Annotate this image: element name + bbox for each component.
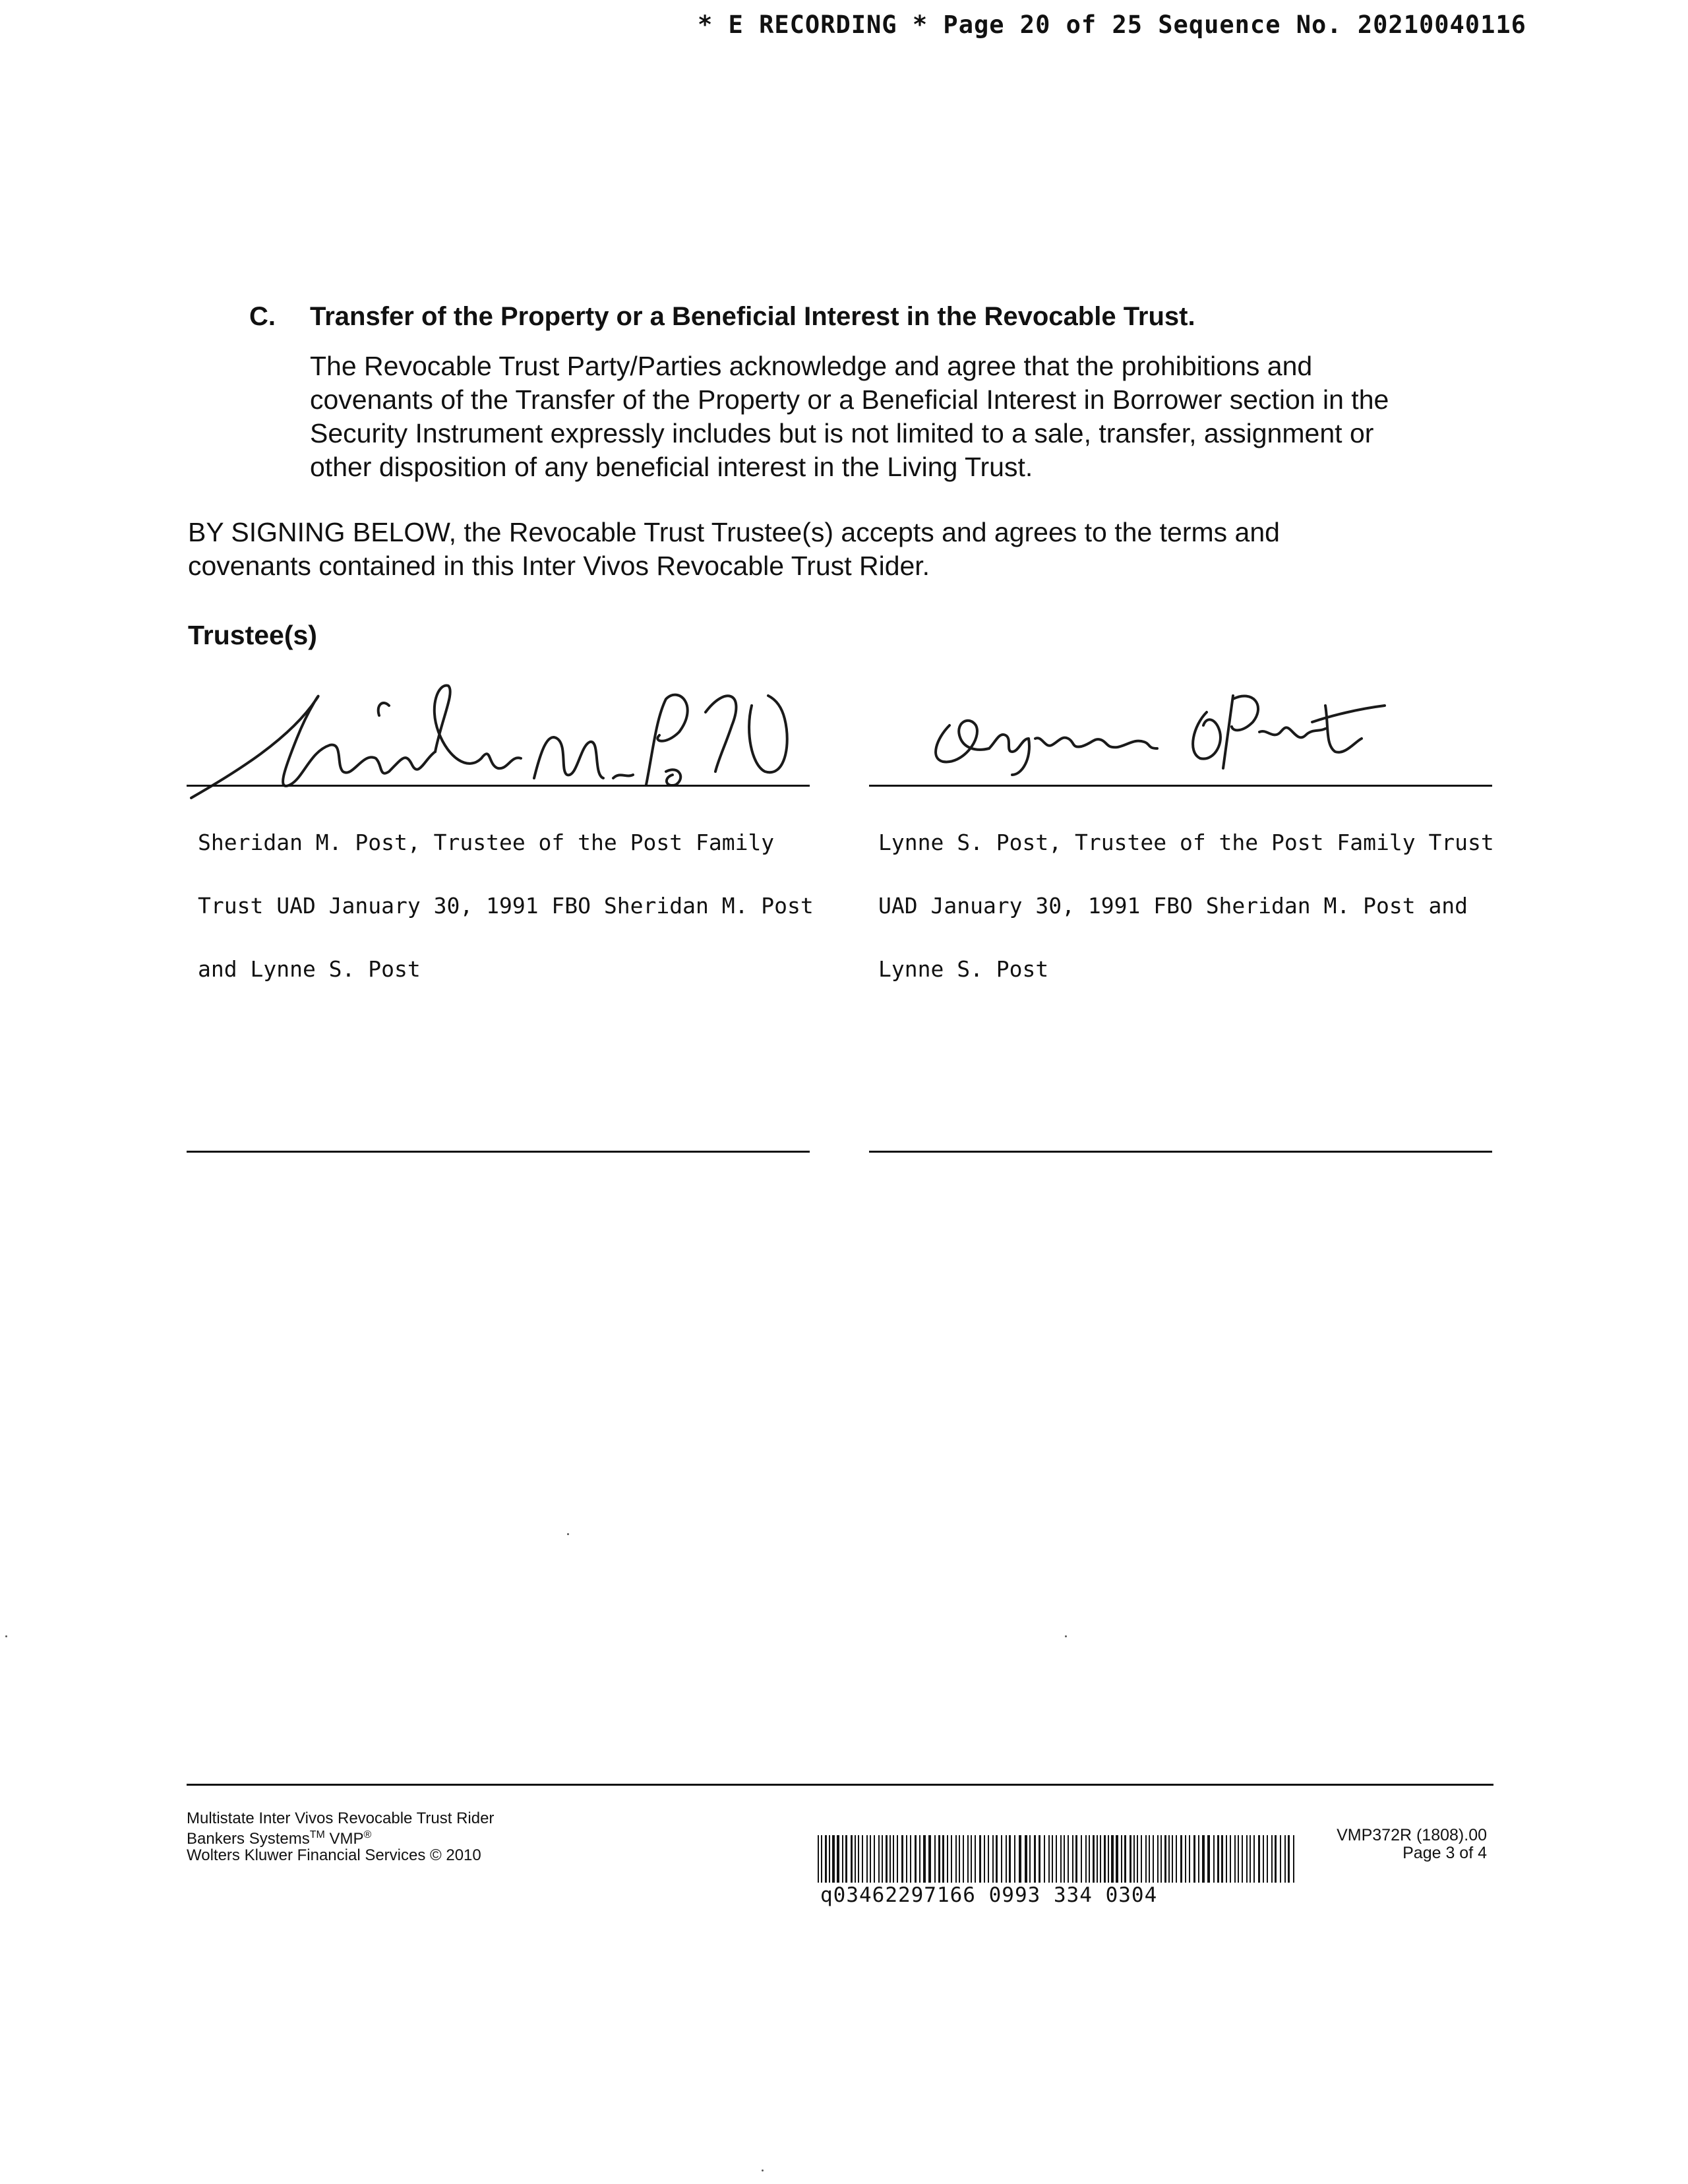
barcode-bar [1068,1835,1069,1883]
barcode-bar [832,1835,835,1883]
barcode-bar [919,1835,920,1883]
acceptance-line: covenants contained in this Inter Vivos Revocable Trust Rider. [188,551,930,581]
registered-mark: ® [363,1829,372,1840]
barcode-bar [1108,1835,1109,1883]
barcode-bar [886,1835,888,1883]
page-label: Page 3 of 4 [1402,1844,1487,1862]
trademark-mark: TM [309,1829,325,1840]
barcode-bar [1100,1835,1101,1883]
barcode-bar [1160,1835,1162,1883]
barcode-bar [1153,1835,1154,1883]
footer-form-info [187,1810,494,1864]
barcode-bar [901,1835,903,1883]
barcode-bar [959,1835,960,1883]
barcode-bar [942,1835,944,1883]
barcode [818,1835,1299,1883]
barcode-bar [1271,1835,1273,1883]
barcode-bar [947,1835,948,1883]
barcode-bar [1025,1835,1027,1883]
barcode-bar [862,1835,863,1883]
footer-publisher [187,1827,494,1847]
signer-caption [198,790,814,1001]
caption-line: Sheridan M. Post, Trustee of the Post Family [198,830,775,855]
barcode-bar [851,1835,853,1883]
barcode-bar [934,1835,936,1883]
barcode-bar [1238,1835,1239,1883]
barcode-bar [1034,1835,1036,1883]
barcode-bar [1133,1835,1135,1883]
section-title: Transfer of the Property or a Beneficial Interest in the Revocable Trust. [310,302,1195,331]
barcode-bar [1253,1835,1255,1883]
signature-lynne-post [923,686,1424,778]
barcode-bar [1213,1835,1215,1883]
caption-line: UAD January 30, 1991 FBO Sheridan M. Post and [878,893,1468,919]
barcode-bar [825,1835,827,1883]
caption-line: Lynne S. Post [878,956,1049,982]
barcode-bar [1164,1835,1166,1883]
barcode-bar [1185,1835,1186,1883]
barcode-bar [1258,1835,1260,1883]
footer-form-code [1286,1827,1487,1862]
barcode-bar [893,1835,894,1883]
barcode-bar [1104,1835,1106,1883]
signature-line [187,785,810,787]
barcode-bar [889,1835,891,1883]
barcode-bar [996,1835,998,1883]
barcode-bar [1081,1835,1082,1883]
barcode-bar [1145,1835,1147,1883]
barcode-bar [1089,1835,1090,1883]
publisher-name: Bankers Systems [187,1830,310,1848]
barcode-bar [866,1835,868,1883]
barcode-bar [1048,1835,1050,1883]
barcode-bar [858,1835,859,1883]
barcode-bar [1226,1835,1227,1883]
section-body-line: Security Instrument expressly includes but is not limited to a sale, transfer, assignment or [310,418,1374,448]
caption-line: Trust UAD January 30, 1991 FBO Sheridan M. Post [198,893,814,919]
publisher-vmp: VMP [329,1830,364,1848]
barcode-bar [1180,1835,1182,1883]
barcode-bar [1207,1835,1210,1883]
barcode-bar [1014,1835,1015,1883]
footer-form-title: Multistate Inter Vivos Revocable Trust Rider [187,1809,495,1827]
barcode-bar [1267,1835,1268,1883]
barcode-bar [955,1835,957,1883]
barcode-bar [1141,1835,1142,1883]
section-letter: C. [249,302,276,331]
barcode-bar [842,1835,843,1883]
barcode-bar [928,1835,931,1883]
blank-signature-line [187,1151,810,1153]
recording-header: * E RECORDING * Page 20 of 25 Sequence No. 20210040116 [698,11,1526,39]
barcode-bar [1097,1835,1098,1883]
barcode-bar [1230,1835,1231,1883]
acceptance-line: BY SIGNING BELOW, the Revocable Trust Trustee(s) accepts and agrees to the terms and [188,517,1280,547]
barcode-bar [837,1835,839,1883]
barcode-bar [1085,1835,1087,1883]
signature-line [869,785,1492,787]
barcode-bar [1280,1835,1281,1883]
signer-caption [878,790,1494,1001]
trustees-heading: Trustee(s) [188,620,317,650]
barcode-bar [1116,1835,1118,1883]
barcode-bar [1072,1835,1073,1883]
barcode-bar [1111,1835,1114,1883]
barcode-bar [1242,1835,1243,1883]
scan-speck [1065,1635,1067,1637]
barcode-bar [1234,1835,1236,1883]
barcode-bar [874,1835,875,1883]
footer-copyright: Wolters Kluwer Financial Services © 2010 [187,1846,481,1864]
barcode-bar [1075,1835,1077,1883]
blank-signature-line [869,1151,1492,1153]
barcode-bar [1246,1835,1248,1883]
barcode-bar [1006,1835,1007,1883]
barcode-bar [1157,1835,1159,1883]
barcode-bar [1149,1835,1150,1883]
caption-line: and Lynne S. Post [198,956,421,982]
barcode-bar [1130,1835,1131,1883]
barcode-bar [1121,1835,1122,1883]
barcode-bar [1124,1835,1126,1883]
barcode-bar [984,1835,985,1883]
barcode-bar [938,1835,940,1883]
barcode-bar [1044,1835,1045,1883]
barcode-bar [1198,1835,1199,1883]
barcode-bar [1176,1835,1177,1883]
barcode-bar [1137,1835,1138,1883]
barcode-bar [910,1835,911,1883]
section-body-line: The Revocable Trust Party/Parties acknowledge and agree that the prohibitions and [310,351,1313,381]
barcode-bar [829,1835,830,1883]
barcode-bar [878,1835,880,1883]
section-body-line: covenants of the Transfer of the Property or a Beneficial Interest in Borrower section in the [310,384,1389,415]
barcode-bar [1029,1835,1031,1883]
barcode-bar [882,1835,883,1883]
barcode-bar [1275,1835,1277,1883]
footer-rule [187,1784,1493,1786]
barcode-bar [870,1835,871,1883]
form-code: VMP372R (1808).00 [1337,1826,1487,1844]
barcode-bar [1217,1835,1219,1883]
caption-line: Lynne S. Post, Trustee of the Post Family Trust [878,830,1494,855]
barcode-bar [845,1835,847,1883]
barcode-bar [1052,1835,1053,1883]
barcode-bar [1221,1835,1223,1883]
barcode-bar [1172,1835,1173,1883]
barcode-bar [1193,1835,1195,1883]
barcode-bar [1019,1835,1021,1883]
barcode-bar [1093,1835,1095,1883]
section-body-line: other disposition of any beneficial interest in the Living Trust. [310,452,1033,482]
barcode-bar [1064,1835,1065,1883]
barcode-bar [821,1835,822,1883]
barcode-bar [975,1835,976,1883]
barcode-bar [951,1835,952,1883]
scan-speck [762,2169,764,2171]
barcode-bar [992,1835,994,1883]
barcode-bar [1039,1835,1040,1883]
barcode-bar [963,1835,964,1883]
barcode-bar [971,1835,972,1883]
barcode-bar [1009,1835,1011,1883]
barcode-bar [1001,1835,1002,1883]
barcode-bar [906,1835,907,1883]
barcode-bar [967,1835,969,1883]
barcode-bar [1202,1835,1205,1883]
section-heading [249,302,1195,332]
barcode-bar [979,1835,981,1883]
barcode-bar [915,1835,917,1883]
acceptance-paragraph [188,516,1507,583]
scan-speck [5,1635,7,1637]
barcode-bar [1168,1835,1170,1883]
barcode-bar [897,1835,898,1883]
barcode-bar [1060,1835,1062,1883]
barcode-bar [923,1835,926,1883]
barcode-bar [1056,1835,1057,1883]
barcode-bar [818,1835,819,1883]
scan-speck [567,1533,569,1535]
section-body [310,349,1457,484]
barcode-bar [988,1835,989,1883]
barcode-bar [1263,1835,1264,1883]
barcode-bar [1250,1835,1251,1883]
barcode-bar [855,1835,856,1883]
barcode-number: q03462297166 0993 334 0304 [820,1883,1158,1907]
barcode-bar [1189,1835,1190,1883]
